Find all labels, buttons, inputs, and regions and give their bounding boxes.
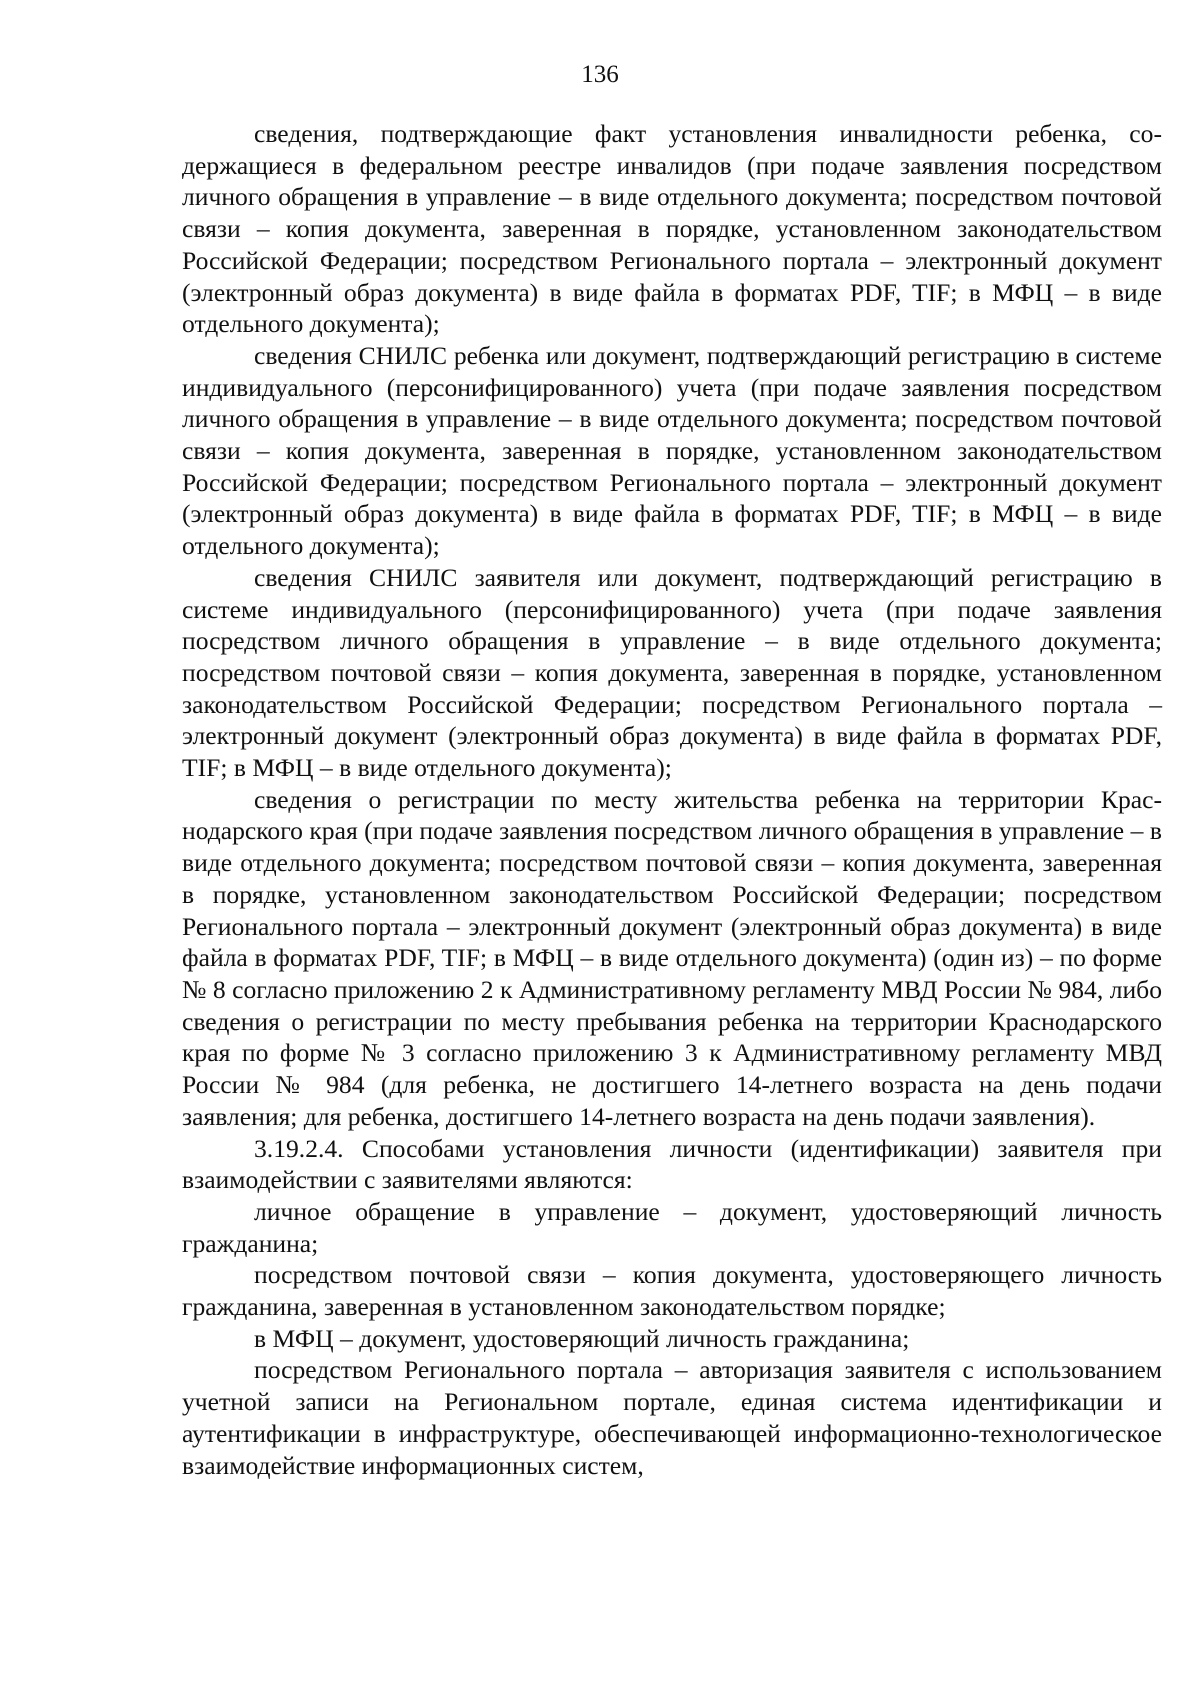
document-body <box>182 118 1162 1481</box>
paragraph-identification-methods: 3.19.2.4. Способами установления личности (идентификации) заявителя при взаимодействии с заявителями являются: <box>182 1133 1162 1195</box>
paragraph-child-snils: сведения СНИЛС ребенка или документ, подтверждающий регистрацию в системе индивидуального (персонифицированного) учета (при подаче заявления посредством личного обращения в управление – в виде отдельного документа; посредством почтовой связи – копия документа, заверенная в порядке, установленном законодательством Российской Федерации; посредством Регионального портала – электронный документ (электронный образ документа) в виде файла в форматах PDF, TIF; в МФЦ – в виде отдельного документа); <box>182 340 1162 561</box>
paragraph-personal-visit: личное обращение в управление – документ, удостоверяющий личность гражданина; <box>182 1196 1162 1258</box>
paragraph-registration-info: сведения о регистрации по месту жительства ребенка на территории Краснодарского края (при подаче заявления посредством личного обращения в управление – в виде отдельного документа; посредством почтовой связи – копия документа, заверенная в порядке, установленном законодательством Российской Федерации; посредством Регионального портала – электронный документ (электронный образ документа) в виде файла в форматах PDF, TIF; в МФЦ – в виде отдельного документа) (один из) – по форме № 8 согласно приложению 2 к Административному регламенту МВД России № 984, либо сведения о регистрации по месту пребывания ребенка на территории Краснодарского края по форме № 3 согласно приложению 3 к Административному регламенту МВД России № 984 (для ребенка, не достигшего 14-летнего возраста на день подачи заявления; для ребенка, достигшего 14-летнего возраста на день подачи заявления). <box>182 784 1162 1131</box>
paragraph-disability-info: сведения, подтверждающие факт установления инвалидности ребенка, содержащиеся в федеральном реестре инвалидов (при подаче заявления посредством личного обращения в управление – в виде отдельного документа; посредством почтовой связи – копия документа, заверенная в порядке, установленном законодательством Российской Федерации; посредством Регионального портала – электронный документ (электронный образ документа) в виде файла в форматах PDF, TIF; в МФЦ – в виде отдельного документа); <box>182 119 1162 339</box>
page-number: 136 <box>581 61 619 88</box>
paragraph-postal: посредством почтовой связи – копия документа, удостоверяющего личность гражданина, заверенная в установленном законодательством порядке; <box>182 1260 1162 1322</box>
paragraph-applicant-snils: сведения СНИЛС заявителя или документ, подтверждающий регистрацию в системе индивидуального (персонифицированного) учета (при подаче заявления посредством личного обращения в управление – в виде отдельного документа; посредством почтовой связи – копия документа, заверенная в порядке, установленном законодательством Российской Федерации; посредством Регионального портала – электронный документ (электронный образ документа) в виде файла в форматах PDF, TIF; в МФЦ – в виде отдельного документа); <box>182 562 1162 783</box>
paragraph-regional-portal: посредством Регионального портала – авторизация заявителя с использованием учетной записи на Региональном портале, единая система идентификации и аутентификации в инфраструктуре, обеспечивающей информационно-технологическое взаимодействие информационных систем, <box>182 1355 1162 1480</box>
paragraph-mfc: в МФЦ – документ, удостоверяющий личность гражданина; <box>254 1323 910 1353</box>
